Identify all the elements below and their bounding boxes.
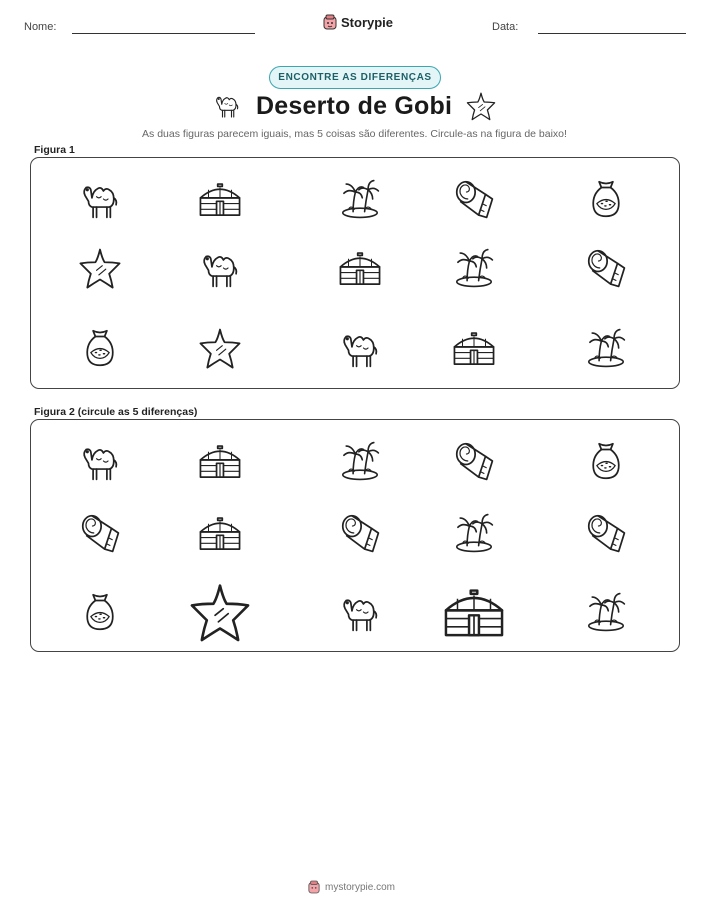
camel-icon [337,589,383,635]
oasis-icon [451,510,497,556]
figure1-cell-r2-c2 [197,245,243,291]
sack-icon [77,325,123,371]
sack-icon [583,438,629,484]
figure2-cell-r3-c3[interactable] [337,589,383,635]
name-field[interactable] [72,33,255,34]
figure1-cell-r1-c1 [77,176,123,222]
date-label: Data: [492,21,519,33]
figure2-cell-r3-c4[interactable] [441,579,507,645]
figure2-cell-r3-c1[interactable] [77,589,123,635]
figure2-label: Figura 2 (circule as 5 diferenças) [34,406,198,418]
yurt-icon [197,176,243,222]
yurt-icon [441,579,507,645]
yurt-icon [451,325,497,371]
figure2-cell-r2-c3[interactable] [337,510,383,556]
figure2-cell-r1-c2[interactable] [197,438,243,484]
date-field[interactable] [538,33,686,34]
sack-icon [77,589,123,635]
figure1-cell-r1-c4 [451,176,497,222]
oasis-icon [451,245,497,291]
figure1-cell-r2-c4 [451,245,497,291]
oasis-icon [583,589,629,635]
figure2-cell-r1-c5[interactable] [583,438,629,484]
rug-icon [583,245,629,291]
page-title: Deserto de Gobi [256,92,453,120]
figure1-cell-r3-c1 [77,325,123,371]
figure1-cell-r1-c5 [583,176,629,222]
figure1-label: Figura 1 [34,144,75,156]
footer-brand [308,880,395,894]
figure1-cell-r2-c5 [583,245,629,291]
star-icon [197,325,243,371]
figure1-cell-r1-c3 [337,176,383,222]
star-icon [77,245,123,291]
figure2-cell-r1-c1[interactable] [77,438,123,484]
figure1-cell-r3-c4 [451,325,497,371]
figure1-cell-r2-c3 [337,245,383,291]
yurt-icon [197,438,243,484]
figure2-cell-r2-c4[interactable] [451,510,497,556]
title-star-icon [465,90,497,127]
name-label: Nome: [24,21,57,33]
oasis-icon [583,325,629,371]
figure2-cell-r2-c5[interactable] [583,510,629,556]
instructions: As duas figuras parecem iguais, mas 5 coisas são diferentes. Circule-as na figura de baixo! [142,128,567,140]
camel-icon [337,325,383,371]
camel-icon [77,438,123,484]
footer-site[interactable]: mystorypie.com [325,881,396,893]
brand-name: Storypie [341,14,394,30]
figure1-cell-r2-c1 [77,245,123,291]
star-icon [187,579,253,645]
title-camel-icon [212,90,242,125]
sack-icon [583,176,629,222]
figure2-cell-r3-c5[interactable] [583,589,629,635]
figure2-cell-r1-c3[interactable] [337,438,383,484]
rug-icon [451,176,497,222]
figure1-cell-r1-c2 [197,176,243,222]
rug-icon [583,510,629,556]
storypie-mascot-icon [323,14,337,30]
yurt-icon [337,245,383,291]
camel-icon [197,245,243,291]
figure2-cell-r1-c4[interactable] [451,438,497,484]
rug-icon [337,510,383,556]
rug-icon [451,438,497,484]
figure2-cell-r3-c2[interactable] [187,579,253,645]
figure1-cell-r3-c2 [197,325,243,371]
activity-badge: ENCONTRE AS DIFERENÇAS [269,66,441,89]
camel-icon [77,176,123,222]
oasis-icon [337,438,383,484]
figure1-cell-r3-c3 [337,325,383,371]
yurt-icon [197,510,243,556]
rug-icon [77,510,123,556]
figure2-cell-r2-c2[interactable] [197,510,243,556]
figure2-cell-r2-c1[interactable] [77,510,123,556]
brand-logo [323,14,393,30]
figure1-cell-r3-c5 [583,325,629,371]
storypie-mascot-icon [308,880,320,894]
oasis-icon [337,176,383,222]
